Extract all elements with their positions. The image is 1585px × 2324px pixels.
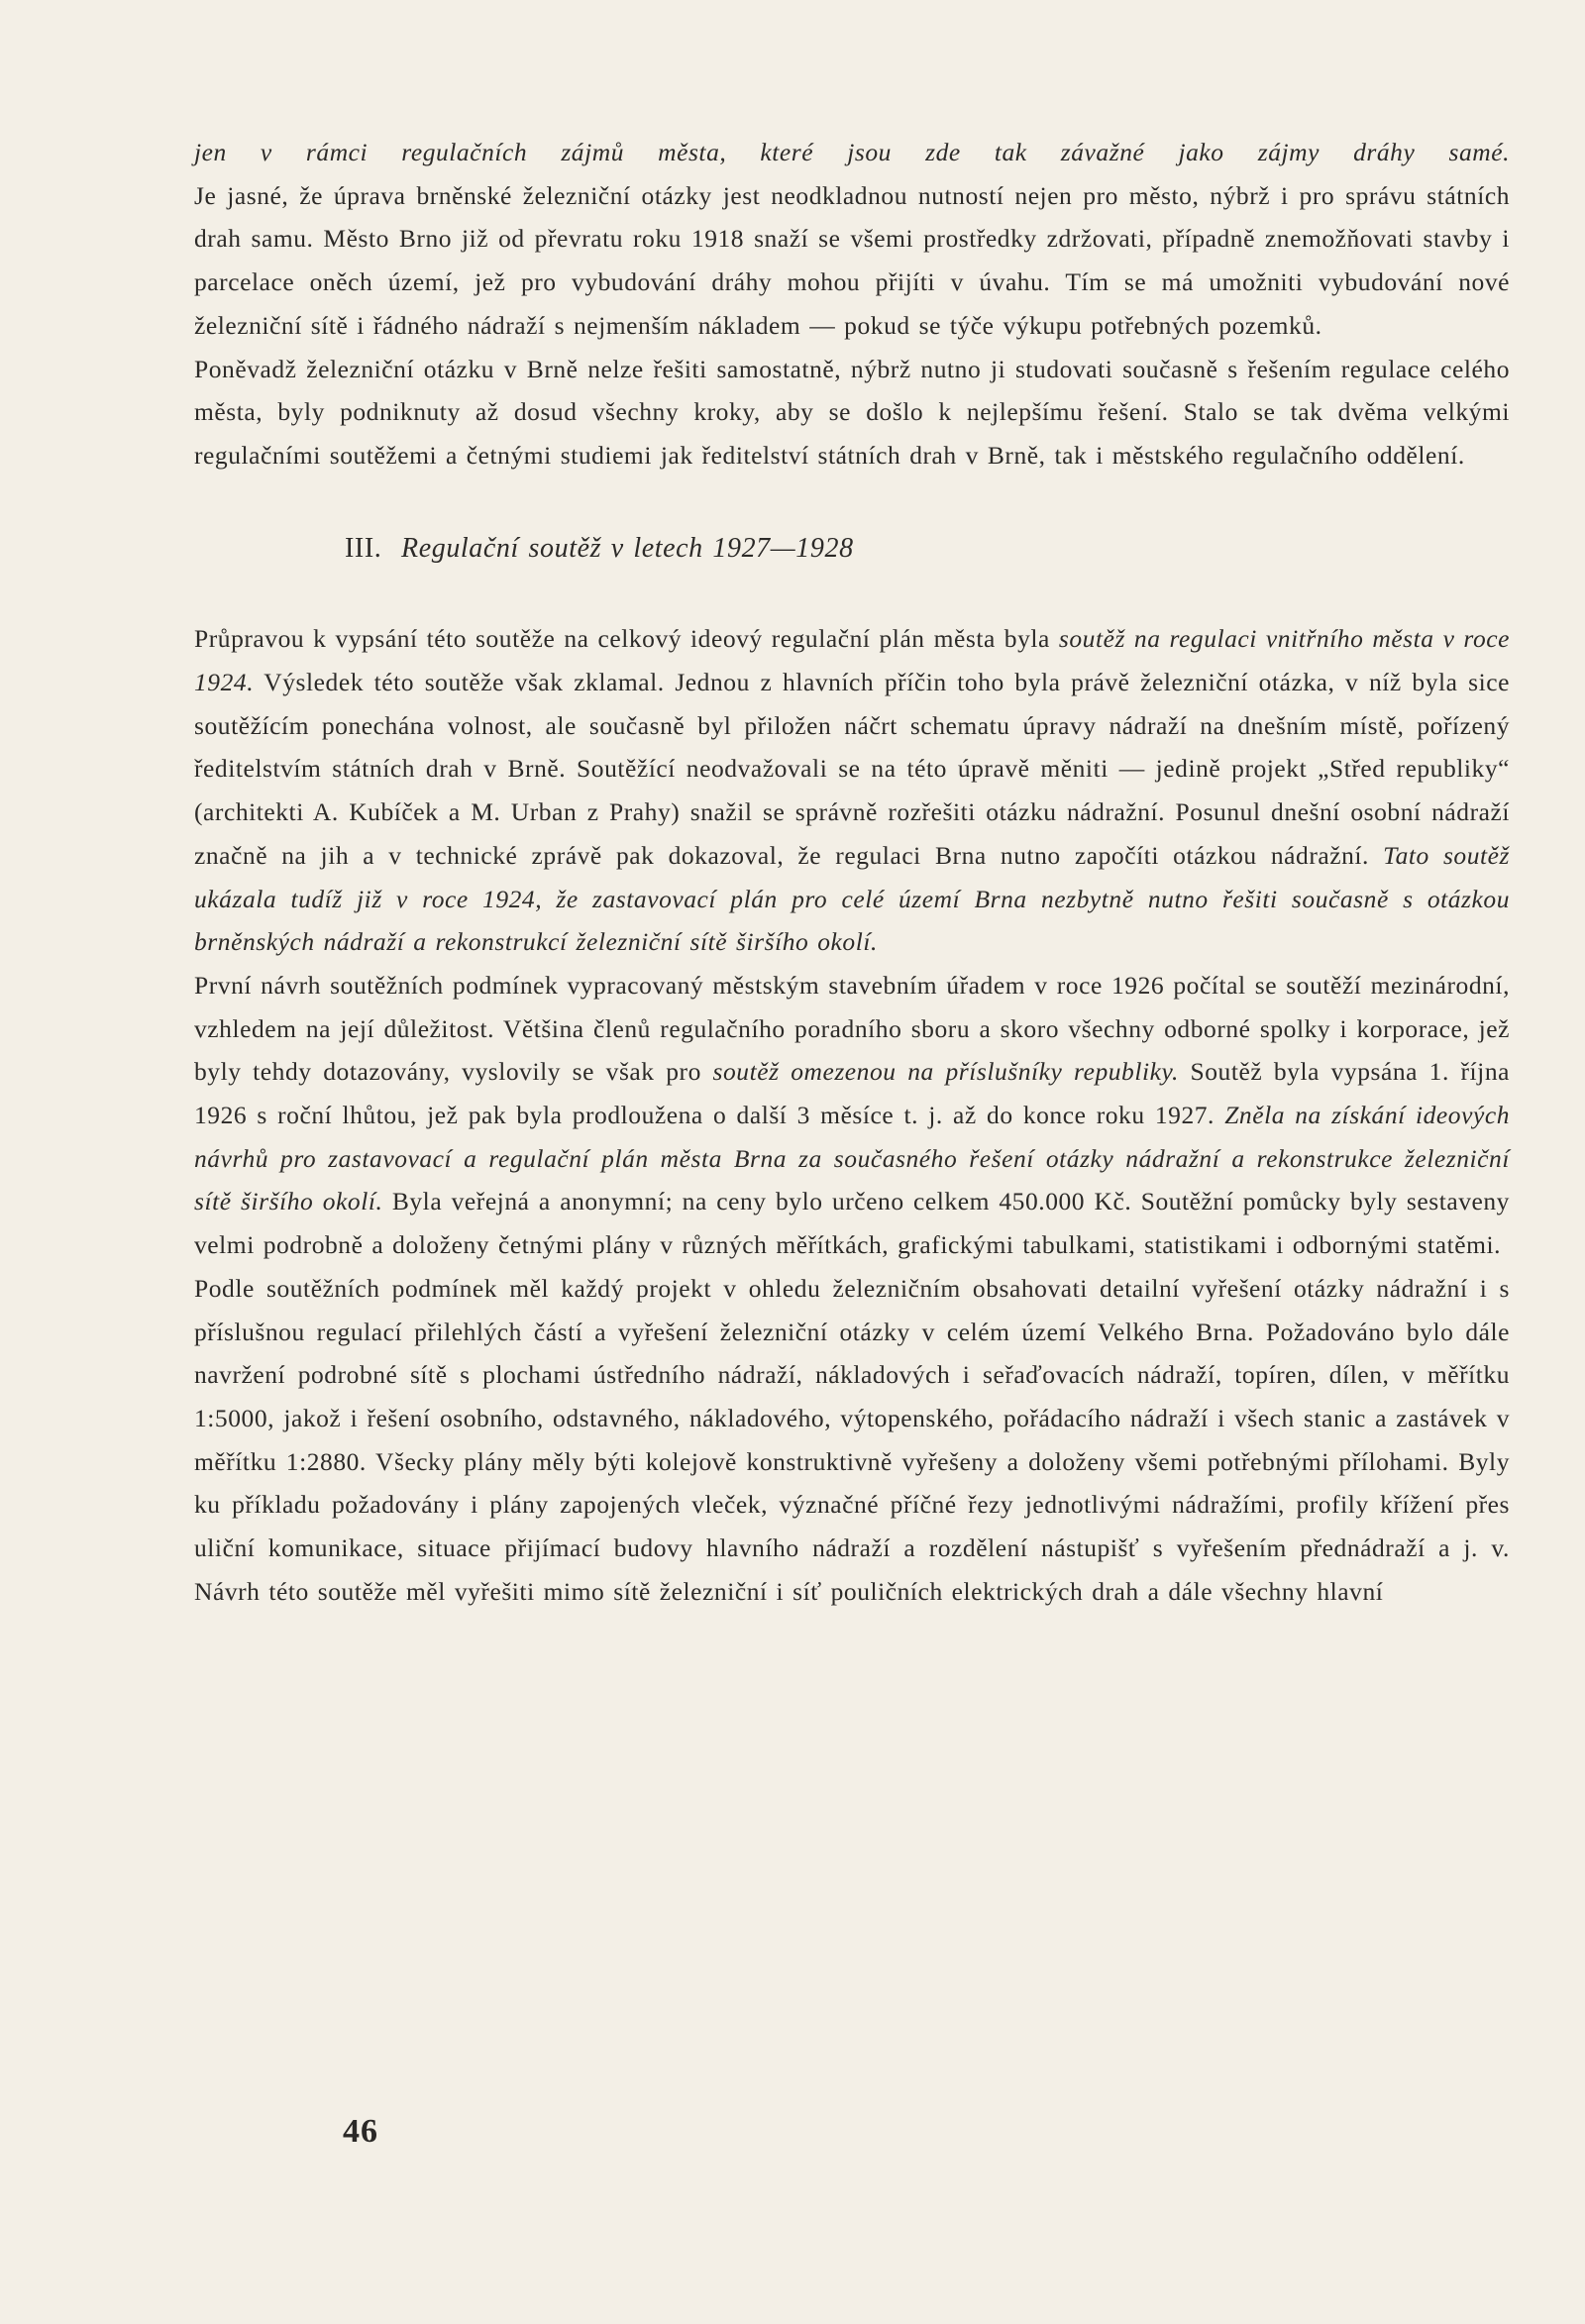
paragraph-4 (194, 964, 1510, 1267)
text-run: Průpravou k vypsání této soutěže na celkový ideový regulační plán města byla (194, 624, 1059, 654)
italic-run: Tato soutěž ukázala tudíž již v roce 1924, že zastavovací plán pro celé území Brna nezbytně nutno řešiti současně s otázkou brněnských nádraží a rekonstrukcí železniční sítě širšího okolí. (194, 840, 1511, 957)
body-text (194, 131, 1510, 1614)
italic-run: soutěž omezenou na příslušníky republiky. (712, 1057, 1179, 1087)
paragraph-5: Podle soutěžních podmínek měl každý projekt v ohledu železničním obsahovati detailní vyřešení otázky nádražní i s příslušnou regulací přilehlých částí a vyřešení železniční otázky v celém území Velkého Brna. Požadováno bylo dále navržení podrobné sítě s plochami ústředního nádraží, nákladových i seřaďovacích nádraží, topíren, dílen, v měřítku 1:5000, jakož i řešení osobního, odstavného, nákladového, výtopenského, pořádacího nádraží i všech stanic a zastávek v měřítku 1:2880. Všecky plány měly býti kolejově konstruktivně vyřešeny a doloženy všemi potřebnými přílohami. Byly ku příkladu požadovány i plány zapojených vleček, význačné příčné řezy jednotlivými nádražími, profily křížení přes uliční komunikace, situace přijímací budovy hlavního nádraží a rozdělení nástupišť s vyřešením přednádraží a j. v. Návrh této soutěže měl vyřešiti mimo sítě železniční i síť pouličních elektrických drah a dále všechny hlavní (194, 1273, 1510, 1606)
text-run: První návrh soutěžních podmínek vypracovaný městským stavebním úřadem v roce 1926 počítal se soutěží mezinárodní, vzhledem na její důležitost. Většina členů regulačního poradního sboru a skoro všechny odborné spolky i korporace, jež byly tehdy dotazovány, vyslovily se však pro (194, 970, 1510, 1087)
text-run: Soutěž byla vypsána 1. října 1926 s roční lhůtou, jež pak byla prodloužena o další 3 měsíce t. j. až do konce roku 1927. (194, 1057, 1510, 1130)
section-heading (194, 527, 1510, 571)
text-run: Byla veřejná a anonymní; na ceny bylo určeno celkem 450.000 Kč. Soutěžní pomůcky byly sestaveny velmi podrobně a doloženy četnými plány v různých měřítkách, grafickými tabulkami, statistikami i odbornými statěmi. (194, 1187, 1510, 1260)
italic-run: jen v rámci regulačních zájmů města, které jsou zde tak závažné jako zájmy dráhy samé. (194, 138, 1510, 166)
section-number: III. (345, 532, 382, 564)
italic-run: soutěž na regulaci vnitřního města v roce 1924. (194, 624, 1510, 697)
paragraph-3 (194, 617, 1510, 964)
text-run: Výsledek této soutěže však zklamal. Jednou z hlavních příčin toho byla právě železniční otázka, v níž byla sice soutěžícím ponechána volnost, ale současně byl přiložen náčrt schematu úpravy nádraží na dnešním místě, pořízený ředitelstvím státních drah v Brně. Soutěžící neodvažovali se na této úpravě měniti — jedině projekt „Střed republiky“ (architekti A. Kubíček a M. Urban z Prahy) snažil se správně rozřešiti otázku nádražní. Posunul dnešní osobní nádraží značně na jih a v technické zprávě pak dokazoval, že regulaci Brna nutno započíti otázkou nádražní. (194, 668, 1510, 870)
italic-run: Zněla na získání ideových návrhů pro zastavovací a regulační plán města Brna za současného řešení otázky nádražní a rekonstrukce železniční sítě širšího okolí. (194, 1101, 1510, 1216)
paragraph-continuation-line (194, 131, 1510, 174)
section-title: Regulační soutěž v letech 1927—1928 (400, 532, 854, 564)
paragraph-2: Poněvadž železniční otázku v Brně nelze řešiti samostatně, nýbrž nutno ji studovati současně s řešením regulace celého města, byly podniknuty až dosud všechny kroky, aby se došlo k nejlepšímu řešení. Stalo se tak dvěma velkými regulačními soutěžemi a četnými studiemi jak ředitelství státních drah v Brně, tak i městského regulačního oddělení. (194, 354, 1510, 470)
paragraph-1: Je jasné, že úprava brněnské železniční otázky jest neodkladnou nutností nejen pro město, nýbrž i pro správu státních drah samu. Město Brno již od převratu roku 1918 snaží se všemi prostředky zdržovati, případně znemožňovati stavby i parcelace oněch území, jež pro vybudování dráhy mohou přijíti v úvahu. Tím se má umožniti vybudování nové železniční sítě i řádného nádraží s nejmenším nákladem — pokud se týče výkupu potřebných pozemků. (194, 180, 1510, 340)
page-number: 46 (343, 2113, 378, 2150)
